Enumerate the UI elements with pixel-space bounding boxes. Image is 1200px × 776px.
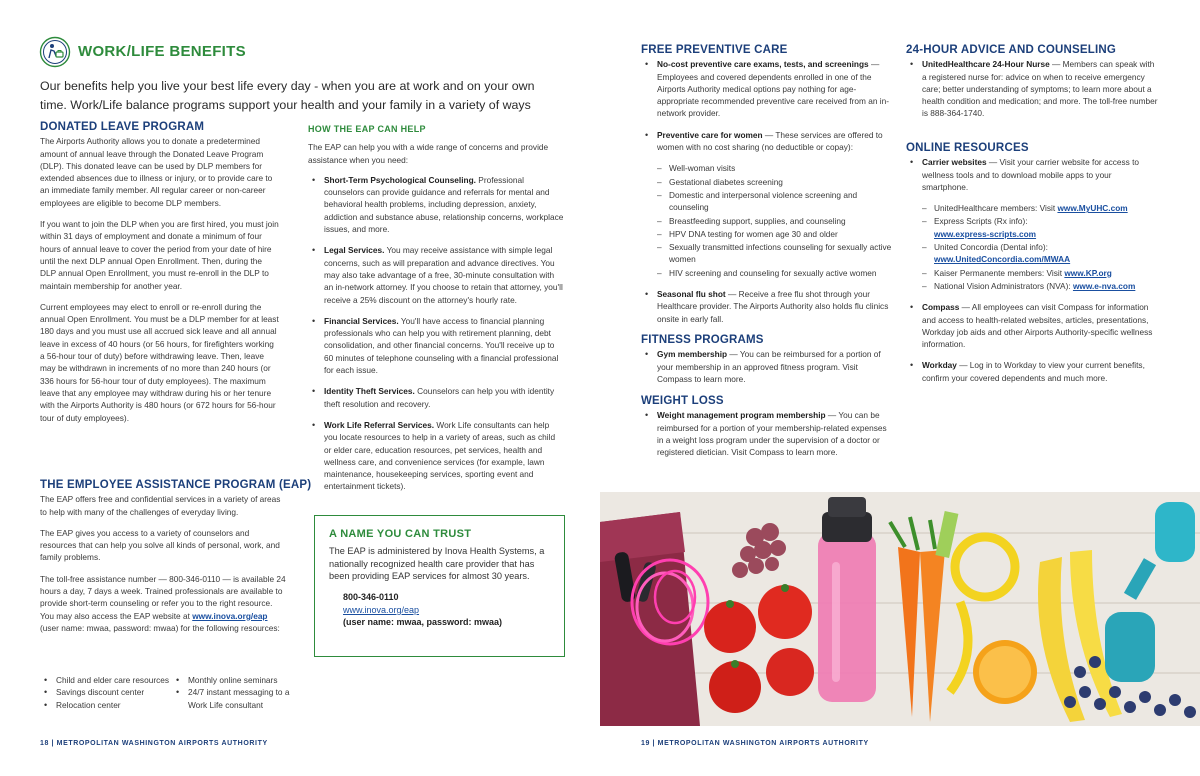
carrier-link[interactable]: www.UnitedConcordia.com/MWAA <box>934 254 1071 265</box>
list-item: – HIV screening and counseling for sexually active women <box>657 267 893 279</box>
list-item: – Gestational diabetes screening <box>657 176 893 188</box>
trust-box-text: The EAP is administered by Inova Health Systems, a nationally recognized health care provider that has been providing EAP services for almost 30 years. <box>329 546 545 582</box>
item-lead: No-cost preventive care exams, tests, and screenings <box>657 59 869 70</box>
list-item: – HPV DNA testing for women age 30 and older <box>657 228 893 240</box>
list-item <box>308 315 564 376</box>
item-lead: Financial Services. <box>324 315 399 326</box>
item-text: — Log in to Workday to view your current benefits, confirm your covered dependents and much more. <box>922 360 1145 383</box>
item-lead: Gym membership <box>657 349 728 360</box>
item-text: Professional counselors can provide guidance and referrals for mental and behavioral health problems, including depression, anxiety, addiction and substance abuse, relationship concerns, workplace issues, and more. <box>324 174 564 235</box>
carrier-label: National Vision Administrators (NVA): <box>934 280 1073 291</box>
list-item: • 24/7 instant messaging to a Work Life consultant <box>172 686 297 711</box>
item-text: — All employees can visit Compass for information and access to health-related websites, articles, presentations, Workday job aids and other Airports Authority-specific wellness information. <box>922 302 1153 350</box>
eap-paragraph-text: The toll-free assistance number — 800-346-0110 — is available 24 hours a day, 7 days a week. Trained professionals are available to provide short-term counseling or refer you to the right resource. You may also access the EAP website at <box>40 573 286 621</box>
item-text: — You can be reimbursed for a portion of your membership in an approved fitness program. Visit Compass to learn more. <box>657 349 881 384</box>
item-text: — Receive a free flu shot through your Healthcare provider. The Airports Authority also holds flu clinics onsite in early fall. <box>657 289 889 324</box>
carrier-label: Kaiser Permanente members: Visit <box>934 267 1065 278</box>
advice-section <box>906 44 1158 129</box>
footer-right: 19 | METROPOLITAN WASHINGTON AIRPORTS AUTHORITY <box>641 740 869 747</box>
list-item <box>641 129 893 279</box>
list-item <box>308 244 564 305</box>
carrier-label: UnitedHealthcare members: Visit <box>934 203 1058 214</box>
weight-heading: WEIGHT LOSS <box>641 395 724 407</box>
item-text: — These services are offered to women with no cost sharing (no deductible or copay): <box>657 129 883 153</box>
item-lead: Workday <box>922 360 957 371</box>
list-item <box>922 280 1158 292</box>
weight-section <box>641 395 893 467</box>
list-item: – Breastfeeding support, supplies, and counseling <box>657 215 893 227</box>
item-text: You may receive assistance with simple legal concerns, such as will preparation and advance directives. You may also take advantage of a free, 30-minute consultation with an in-network attorney. If you choose to retain that attorney, you'll receive a 25% discount on the attorney's hourly rate. <box>324 245 563 305</box>
list-item: – Well-woman visits <box>657 162 893 174</box>
item-lead: Weight management program membership <box>657 410 826 421</box>
eap-help-heading: HOW THE EAP CAN HELP <box>308 124 426 134</box>
eap-paragraph <box>40 573 286 634</box>
item-lead: Compass <box>922 302 960 313</box>
item-text: Work Life consultants can help you locate resources to help in a variety of areas, such as child or elder care, education resources, pet services, health and wellness care, and convenience services (for example, lawn maintenance, housekeeping services, sporting event and entertainment tickets). <box>324 419 556 492</box>
fitness-heading: FITNESS PROGRAMS <box>641 334 764 346</box>
list-item: – Sexually transmitted infections counseling for sexually active women <box>657 241 893 266</box>
intro-text: Our benefits help you live your best life every day - when you are at work and on your own time. Work/Life balance programs support your health and your family in a variety of ways <box>40 79 535 112</box>
item-lead: UnitedHealthcare 24-Hour Nurse <box>922 59 1050 70</box>
work-life-emblem-icon <box>39 36 71 68</box>
eap-help-section <box>308 123 564 502</box>
donated-leave-paragraph: If you want to join the DLP when you are first hired, you must join within 31 days of employment and donate a minimum of four hours of annual leave to cover the period from your date of hire until the next DLP annual Open Enrollment. Then, during the DLP annual Open Enrollment, you must re-enroll in the DLP to maintain membership for another year. <box>40 219 279 291</box>
online-heading: ONLINE RESOURCES <box>906 142 1029 154</box>
list-item <box>922 241 1158 266</box>
carrier-list <box>922 202 1158 292</box>
online-section <box>906 142 1158 393</box>
women-services-list <box>657 162 893 279</box>
eap-website-link[interactable]: www.inova.org/eap <box>192 610 268 621</box>
eap-section <box>40 479 312 640</box>
donated-leave-section <box>40 121 280 433</box>
list-item <box>641 348 893 385</box>
eap-paragraph: The EAP gives you access to a variety of counselors and resources that can help you solve all kinds of personal, work, and family problems. <box>40 527 280 563</box>
item-text: — Visit your carrier website for access to wellness tools and to download mobile apps to your smartphone. <box>922 157 1140 192</box>
carrier-link[interactable]: www.KP.org <box>1064 267 1112 278</box>
item-lead: Short-Term Psychological Counseling. <box>324 174 476 185</box>
item-lead: Seasonal flu shot <box>657 289 726 300</box>
list-item: • Savings discount center <box>40 686 170 698</box>
item-lead: Carrier websites <box>922 157 987 168</box>
list-item <box>906 58 1158 119</box>
list-item <box>308 385 564 410</box>
eap-paragraph-text: (user name: mwaa, password: mwaa) for the following resources: <box>40 622 280 633</box>
eap-resources-right <box>172 674 297 711</box>
trust-box-link-row <box>329 603 550 616</box>
eap-help-intro: The EAP can help you with a wide range of concerns and provide assistance when you need: <box>308 142 549 165</box>
item-lead: Identity Theft Services. <box>324 386 415 397</box>
list-item <box>641 409 893 458</box>
item-lead: Legal Services. <box>324 245 385 256</box>
trust-box-phone: 800-346-0110 <box>343 591 399 602</box>
healthy-lifestyle-illustration <box>600 492 1200 726</box>
healthy-lifestyle-photo <box>600 492 1200 726</box>
eap-resources-left <box>40 674 170 711</box>
item-text: You'll have access to financial planning professionals who can help you with retirement planning, debt consolidation, and other financial concerns. You'll receive up to 60 minutes of telephone counseling with a financial professional for each issue. <box>324 315 559 376</box>
carrier-link[interactable]: www.express-scripts.com <box>934 228 1037 239</box>
trust-box-link[interactable]: www.inova.org/eap <box>343 604 420 615</box>
item-text: Counselors can help you with identity theft resolution and recovery. <box>324 386 555 409</box>
list-item <box>922 267 1158 279</box>
list-item <box>641 288 893 325</box>
page-title: WORK/LIFE BENEFITS <box>78 43 246 60</box>
carrier-label: United Concordia (Dental info): <box>934 242 1048 253</box>
footer-left: 18 | METROPOLITAN WASHINGTON AIRPORTS AUTHORITY <box>40 740 268 747</box>
carrier-link[interactable]: www.e-nva.com <box>1072 280 1136 291</box>
fitness-section <box>641 334 893 394</box>
advice-heading: 24-HOUR ADVICE AND COUNSELING <box>906 44 1117 56</box>
list-item <box>308 174 564 235</box>
preventive-section <box>641 44 893 334</box>
eap-paragraph: The EAP offers free and confidential services in a variety of areas to help with many of the challenges of everyday living. <box>40 494 281 517</box>
donated-leave-paragraph: Current employees may elect to enroll or re-enroll during the annual Open Enrollment. You must be a DLP member for at least 180 days and you must use all accrued sick leave and all annual leave in excess of 40 hours (or 56 hours, for firefighters working a 56-hour tour of duty) before withdrawing leave. Then, leave may be withdrawn in increments of no more than 240 hours (or 336 hours for 56-hour tour of duty employees). The maximum leave that any employee may withdraw during his or her tenure with the Airports Authority is 480 hours (or 672 hours for 56-hour tour of duty employees). <box>40 301 279 423</box>
trust-box <box>314 515 565 657</box>
list-item: • Child and elder care resources <box>40 674 170 686</box>
preventive-heading: FREE PREVENTIVE CARE <box>641 44 788 56</box>
list-item: • Monthly online seminars <box>172 674 297 686</box>
list-item <box>641 58 893 119</box>
list-item <box>906 359 1158 384</box>
list-item <box>922 202 1158 214</box>
item-text: — You can be reimbursed for a portion of your membership-related expenses in a weight loss program under the supervision of a doctor or registered dietician. Visit Compass to learn more. <box>657 410 887 458</box>
list-item <box>906 156 1158 292</box>
carrier-label: Express Scripts (Rx info): <box>934 216 1028 227</box>
item-text: — Employees and covered dependents enrolled in one of the Airports Authority medical options pay nothing for age-appropriate recommended preventive care received from an in-network provider. <box>657 59 889 119</box>
list-item: – Domestic and interpersonal violence screening and counseling <box>657 189 893 214</box>
carrier-link[interactable]: www.MyUHC.com <box>1057 203 1128 214</box>
donated-leave-heading: DONATED LEAVE PROGRAM <box>40 121 205 133</box>
item-lead: Preventive care for women <box>657 129 763 140</box>
trust-box-credentials: (user name: mwaa, password: mwaa) <box>343 616 503 627</box>
list-item <box>922 215 1158 240</box>
item-lead: Work Life Referral Services. <box>324 419 435 430</box>
item-text: — Members can speak with a registered nurse for: advice on when to receive emergency care; better understanding of symptoms; to learn more about a health condition and medication; and more. The toll-free number is 888-364-1740. <box>922 59 1158 119</box>
eap-heading: THE EMPLOYEE ASSISTANCE PROGRAM (EAP) <box>40 479 312 491</box>
list-item <box>906 301 1158 350</box>
trust-box-heading: A NAME YOU CAN TRUST <box>329 528 472 540</box>
donated-leave-paragraph: The Airports Authority allows you to donate a predetermined amount of annual leave through the Donated Leave Program (DLP). This donated leave can be used by DLP members for extended absences due to illness or injury, or to provide care to an immediate family member. All regular career or non-career employees are eligible to become DLP members. <box>40 136 273 208</box>
list-item: • Relocation center <box>40 699 170 711</box>
list-item <box>308 419 564 493</box>
